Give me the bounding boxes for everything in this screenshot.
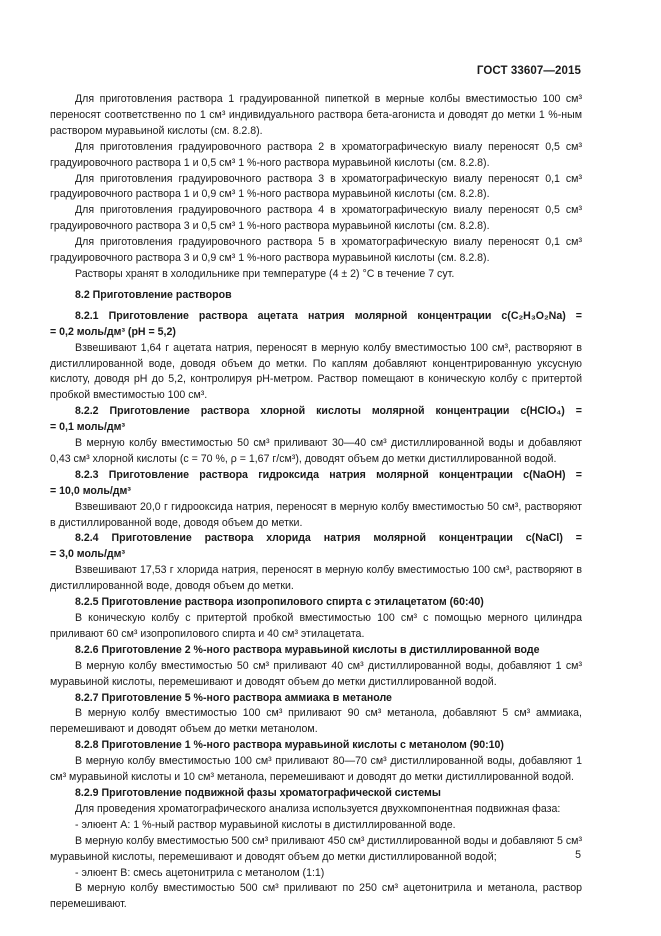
paragraph: В мерную колбу вместимостью 100 см³ приливают 80—70 см³ дистиллированной воды, добавляют 1 см³ муравьиной кислоты и 10 см³ метанола, перемешивают и доводят до метки дистиллированной водой. [50,755,582,784]
paragraph: Растворы хранят в холодильнике при температуре (4 ± 2) °С в течение 7 сут. [75,267,455,280]
subsection-heading: 8.2.1 Приготовление раствора ацетата натрия молярной концентрации с(C₂H₃O₂Na) = [75,309,582,322]
subsection-heading-cont: = 10,0 моль/дм³ [50,484,131,497]
paragraph: Взвешивают 17,53 г хлорида натрия, переносят в мерную колбу вместимостью 100 см³, растворяют в дистиллированной воде, доводя объем до метки. [50,564,582,593]
paragraph: Для приготовления градуировочного раствора 4 в хроматографическую виалу переносят 0,5 см³ градуировочного раствора 3 и 0,5 см³ 1 %-ного раствора муравьиной кислоты (см. 8.2.8). [50,204,582,233]
document-header-id: ГОСТ 33607—2015 [476,65,581,77]
list-item: - элюент В: смесь ацетонитрила с метанолом (1:1) [75,866,325,879]
list-item: - элюент А: 1 %-ный раствор муравьиной кислоты в дистиллированной воде. [75,818,456,831]
subsection-heading: 8.2.9 Приготовление подвижной фазы хроматографической системы [75,786,441,799]
subsection-heading: 8.2.2 Приготовление раствора хлорной кислоты молярной концентрации с(HClO₄) = [75,405,582,418]
subsection-heading: 8.2.5 Приготовление раствора изопропилового спирта с этилацетатом (60:40) [75,596,484,609]
paragraph: Для приготовления градуировочного раствора 5 в хроматографическую виалу переносят 0,1 см³ градуировочного раствора 3 и 0,9 см³ 1 %-ного раствора муравьиной кислоты (см. 8.2.8). [50,236,582,265]
subsection-heading: 8.2.7 Приготовление 5 %-ного раствора аммиака в метаноле [75,691,392,704]
paragraph: Для приготовления градуировочного раствора 2 в хроматографическую виалу переносят 0,5 см³ градуировочного раствора 1 и 0,5 см³ 1 %-ного раствора муравьиной кислоты (см. 8.2.8). [50,140,582,169]
paragraph: Для приготовления раствора 1 градуированной пипеткой в мерные колбы вместимостью 100 см³ переносят соответственно по 1 см³ индивидуального раствора бета-агониста и доводят до метки 1 %-ным раствором муравьиной кислоты (см. 8.2.8). [50,93,582,137]
paragraph: Для приготовления градуировочного раствора 3 в хроматографическую виалу переносят 0,1 см³ градуировочного раствора 1 и 0,9 см³ 1 %-ного раствора муравьиной кислоты (см. 8.2.8). [50,172,582,201]
subsection-heading: 8.2.4 Приготовление раствора хлорида натрия молярной концентрации с(NaCl) = [75,532,582,545]
subsection-heading-cont: = 0,2 моль/дм³ (pH = 5,2) [50,325,176,338]
paragraph: В мерную колбу вместимостью 50 см³ приливают 40 см³ дистиллированной воды, добавляют 1 см³ муравьиной кислоты, перемешивают и доводят объем до метки дистиллированной водой. [50,659,582,688]
subsection-heading: 8.2.3 Приготовление раствора гидроксида натрия молярной концентрации с(NaOH) = [75,468,582,481]
paragraph: В мерную колбу вместимостью 500 см³ приливают по 250 см³ ацетонитрила и метанола, раствор перемешивают. [50,882,582,911]
subsection-heading-cont: = 3,0 моль/дм³ [50,548,125,561]
paragraph: В мерную колбу вместимостью 500 см³ приливают 450 см³ дистиллированной воды и добавляют 5 см³ муравьиной кислоты, перемешивают и доводят объем до метки дистиллированной водой; [50,834,582,863]
page-number: 5 [575,849,581,861]
paragraph: Взвешивают 1,64 г ацетата натрия, переносят в мерную колбу вместимостью 100 см³, растворяют в дистиллированной воде, доводя объем до метки. По каплям добавляют концентрированную уксусную кислоту, доводя pH до 5,2, контролируя pH-метром. Раствор помещают в коническую колбу с притертой пробкой вместимостью 100 см³. [50,341,582,402]
subsection-heading: 8.2.8 Приготовление 1 %-ного раствора муравьиной кислоты с метанолом (90:10) [75,739,504,752]
paragraph: Для проведения хроматографического анализа используется двухкомпонентная подвижная фаза: [75,802,561,815]
paragraph: В коническую колбу с притертой пробкой вместимостью 100 см³ с помощью мерного цилиндра приливают 60 см³ изопропилового спирта и 40 см³ этилацетата. [50,612,582,640]
paragraph: Взвешивают 20,0 г гидрооксида натрия, переносят в мерную колбу вместимостью 50 см³, растворяют в дистиллированной воде, доводя объем до метки. [50,500,582,529]
subsection-heading-cont: = 0,1 моль/дм³ [50,421,125,434]
document-body [50,92,582,913]
section-heading: 8.2 Приготовление растворов [75,288,232,301]
paragraph: В мерную колбу вместимостью 100 см³ приливают 90 см³ метанола, добавляют 5 см³ аммиака, перемешивают и доводят объем до метки метанолом. [50,707,582,736]
subsection-heading: 8.2.6 Приготовление 2 %-ного раствора муравьиной кислоты в дистиллированной воде [75,643,540,656]
paragraph: В мерную колбу вместимостью 50 см³ приливают 30—40 см³ дистиллированной воды и добавляют 0,43 см³ хлорной кислоты (с = 70 %, ρ = 1,67 г/см³), доводят объем до метки дистиллированной водой. [50,437,582,465]
